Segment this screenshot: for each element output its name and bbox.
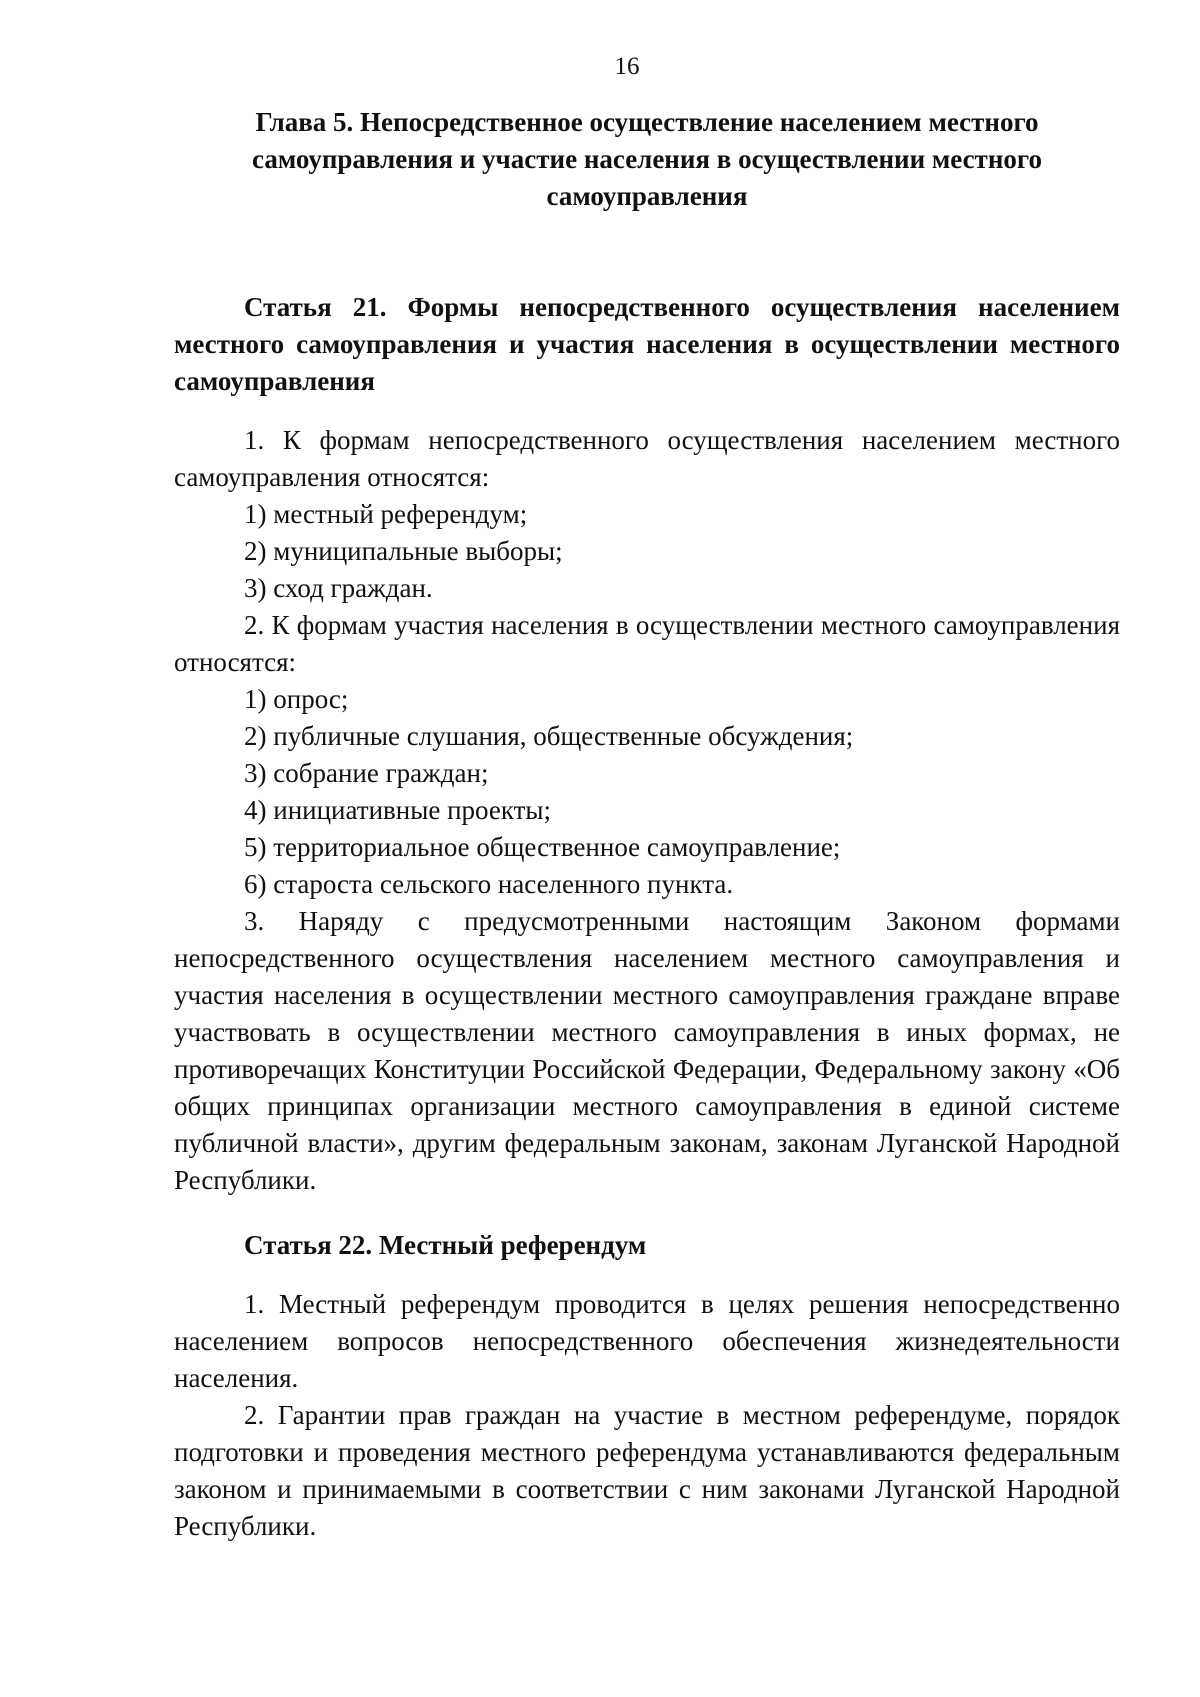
article-21-item-2-4: 4) инициативные проекты; <box>244 795 552 825</box>
article-21-paragraph-3: 3. Наряду с предусмотренными настоящим Законом формами непосредственного осуществления населением местного самоуправления и участия населения в осуществлении местного самоуправления граждане вправе участвовать в осуществлении местного самоуправления в иных формах, не противоречащих Конституции Российской Федерации, Федеральному закону «Об общих принципах организации местного самоуправления в единой системе публичной власти», другим федеральным законам, законам Луганской Народной Республики. <box>174 906 1120 1195</box>
article-21-paragraph-1: 1. К формам непосредственного осуществления населением местного самоуправления относятся: <box>174 425 1120 492</box>
article-21-item-2-5: 5) территориальное общественное самоуправление; <box>244 832 841 862</box>
page-number: 16 <box>614 53 640 80</box>
document-page <box>174 52 1120 1545</box>
article-21-item-1-1: 1) местный референдум; <box>244 499 528 529</box>
article-21-item-1-3: 3) сход граждан. <box>244 573 433 603</box>
article-21-item-2-3: 3) собрание граждан; <box>244 758 489 788</box>
article-21-paragraph-2: 2. К формам участия населения в осуществлении местного самоуправления относятся: <box>174 610 1120 677</box>
article-21-item-2-1: 1) опрос; <box>244 684 349 714</box>
article-21-title: Статья 21. Формы непосредственного осуществления населением местного самоуправления и участия населения в осуществлении местного самоуправления <box>174 292 1120 396</box>
article-22-title: Статья 22. Местный референдум <box>244 1230 647 1260</box>
article-21-item-2-2: 2) публичные слушания, общественные обсуждения; <box>244 721 854 751</box>
chapter-title: Глава 5. Непосредственное осуществление населением местного самоуправления и участие населения в осуществлении местного самоуправления <box>252 107 1042 211</box>
article-22-paragraph-2: 2. Гарантии прав граждан на участие в местном референдуме, порядок подготовки и проведения местного референдума устанавливаются федеральным законом и принимаемыми в соответствии с ним законами Луганской Народной Республики. <box>174 1400 1120 1541</box>
article-21-item-1-2: 2) муниципальные выборы; <box>244 536 563 566</box>
article-21-item-2-6: 6) староста сельского населенного пункта. <box>244 869 734 899</box>
article-22-paragraph-1: 1. Местный референдум проводится в целях решения непосредственно населением вопросов непосредственного обеспечения жизнедеятельности населения. <box>174 1289 1120 1393</box>
